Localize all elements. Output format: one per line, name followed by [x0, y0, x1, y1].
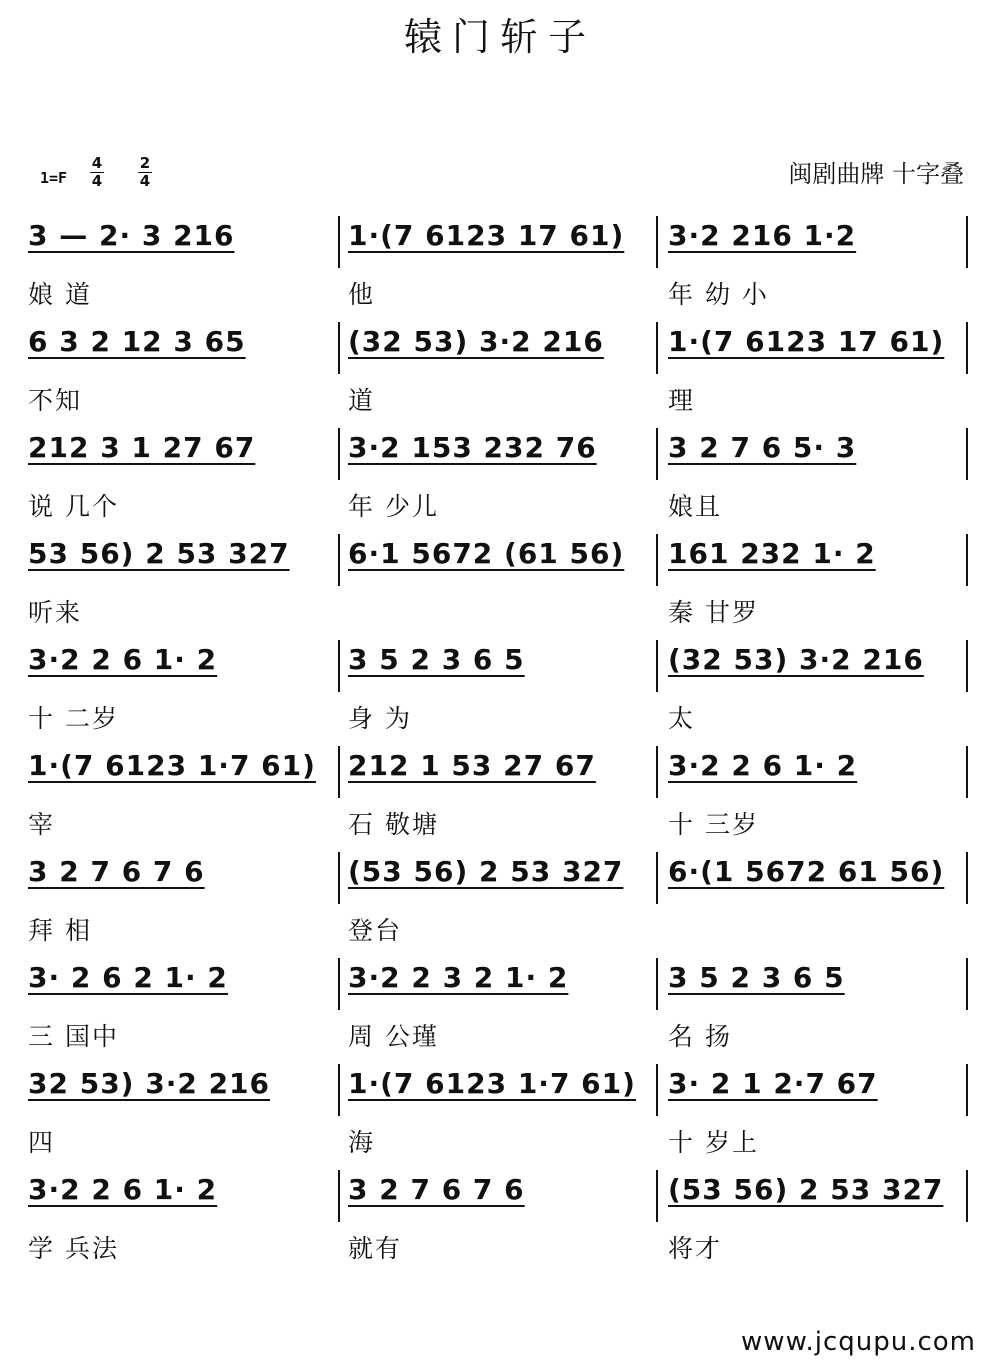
- bar-line: [966, 852, 968, 904]
- lyric-line: 周 公瑾: [348, 1022, 439, 1051]
- bar-line: [966, 216, 968, 268]
- lyric-line: 海: [348, 1128, 376, 1157]
- bar-line: [338, 746, 340, 798]
- measure: 6 3 2 12 3 65: [28, 325, 246, 358]
- lyric-line: 身 为: [348, 704, 412, 733]
- lyric-line: 道: [348, 386, 376, 415]
- bar-line: [338, 958, 340, 1010]
- bar-line: [656, 958, 658, 1010]
- bar-line: [338, 640, 340, 692]
- bar-line: [656, 852, 658, 904]
- lyric-line: 名 扬: [668, 1022, 732, 1051]
- measure: (53 56) 2 53 327: [668, 1173, 944, 1206]
- measure: 1·(7 6123 1·7 61): [348, 1067, 636, 1100]
- measure: 212 3 1 27 67: [28, 431, 256, 464]
- measure: 212 1 53 27 67: [348, 749, 596, 782]
- bar-line: [656, 1064, 658, 1116]
- measure: 161 232 1· 2: [668, 537, 876, 570]
- bar-line: [966, 534, 968, 586]
- lyric-row: [28, 600, 972, 646]
- measure: 6·(1 5672 61 56): [668, 855, 945, 888]
- measure: 3·2 2 6 1· 2: [28, 1173, 218, 1206]
- lyric-line: 太: [668, 704, 696, 733]
- notation-row: [28, 537, 972, 586]
- measure: (32 53) 3·2 216: [668, 643, 924, 676]
- measure: 3 2 7 6 5· 3: [668, 431, 857, 464]
- lyric-line: 十 三岁: [668, 810, 759, 839]
- lyric-line: 拜 相: [28, 916, 92, 945]
- measure: 1·(7 6123 1·7 61): [28, 749, 316, 782]
- lyric-row: [28, 494, 972, 540]
- measure: 3·2 2 3 2 1· 2: [348, 961, 569, 994]
- bar-line: [656, 640, 658, 692]
- lyric-line: 不知: [28, 386, 83, 415]
- measure: 3· 2 1 2·7 67: [668, 1067, 878, 1100]
- notation-row: [28, 1173, 972, 1222]
- bar-line: [966, 746, 968, 798]
- measure: 3 5 2 3 6 5: [668, 961, 845, 994]
- lyric-row: [28, 918, 972, 964]
- bar-line: [656, 534, 658, 586]
- notation-row: [28, 643, 972, 692]
- bar-line: [656, 1170, 658, 1222]
- lyric-line: 年 幼 小: [668, 280, 769, 309]
- measure: 32 53) 3·2 216: [28, 1067, 271, 1100]
- lyric-row: [28, 388, 972, 434]
- lyric-line: 娘且: [668, 492, 723, 521]
- bar-line: [656, 746, 658, 798]
- measure: 3·2 2 6 1· 2: [28, 643, 218, 676]
- notation-row: [28, 431, 972, 480]
- watermark-url: www.jcqupu.com: [741, 1327, 976, 1357]
- bar-line: [966, 428, 968, 480]
- bar-line: [338, 852, 340, 904]
- bar-line: [338, 534, 340, 586]
- measure: 3 5 2 3 6 5: [348, 643, 525, 676]
- bar-line: [656, 216, 658, 268]
- lyric-line: 理: [668, 386, 696, 415]
- lyric-row: [28, 1024, 972, 1070]
- measure: 3·2 216 1·2: [668, 219, 857, 252]
- bar-line: [338, 428, 340, 480]
- measure: 3·2 153 232 76: [348, 431, 597, 464]
- lyric-line: 秦 甘罗: [668, 598, 759, 627]
- bar-line: [338, 216, 340, 268]
- measure: 3 2 7 6 7 6: [28, 855, 205, 888]
- lyric-row: [28, 1236, 972, 1282]
- lyric-line: 十 二岁: [28, 704, 119, 733]
- measure: 6·1 5672 (61 56): [348, 537, 625, 570]
- lyric-line: 三 国中: [28, 1022, 119, 1051]
- bar-line: [656, 322, 658, 374]
- notation-row: [28, 1067, 972, 1116]
- bar-line: [966, 1064, 968, 1116]
- lyric-line: 就有: [348, 1234, 403, 1263]
- lyric-line: 十 岁上: [668, 1128, 759, 1157]
- lyric-line: 娘 道: [28, 280, 92, 309]
- lyric-line: 说 几个: [28, 492, 119, 521]
- measure: 53 56) 2 53 327: [28, 537, 290, 570]
- lyric-line: 听来: [28, 598, 83, 627]
- key-signature: 1=F: [40, 169, 68, 187]
- bar-line: [338, 1064, 340, 1116]
- notation-row: [28, 749, 972, 798]
- lyric-line: 石 敬塘: [348, 810, 439, 839]
- bar-line: [338, 1170, 340, 1222]
- lyric-line: 将才: [668, 1234, 723, 1263]
- measure: (32 53) 3·2 216: [348, 325, 604, 358]
- time-signature-2-4: 2 4: [139, 154, 151, 190]
- bar-line: [338, 322, 340, 374]
- lyric-row: [28, 706, 972, 752]
- lyric-line: 年 少儿: [348, 492, 439, 521]
- lyric-line: 四: [28, 1128, 56, 1157]
- bar-line: [966, 322, 968, 374]
- score-title: 辕门斩子: [403, 15, 596, 59]
- bar-line: [966, 640, 968, 692]
- lyric-line: 登台: [348, 916, 403, 945]
- notation-row: [28, 325, 972, 374]
- notation-row: [28, 961, 972, 1010]
- time-signature-4-4: 4 4: [91, 154, 103, 190]
- bar-line: [966, 958, 968, 1010]
- lyric-line: 宰: [28, 810, 56, 839]
- measure: 1·(7 6123 17 61): [348, 219, 625, 252]
- notation-row: [28, 219, 972, 268]
- lyric-row: [28, 1130, 972, 1176]
- lyric-line: 他: [348, 280, 376, 309]
- notation-row: [28, 855, 972, 904]
- measure: 3· 2 6 2 1· 2: [28, 961, 228, 994]
- measure: 3 — 2· 3 216: [28, 219, 235, 252]
- measure: 1·(7 6123 17 61): [668, 325, 945, 358]
- lyric-line: 学 兵法: [28, 1234, 119, 1263]
- bar-line: [966, 1170, 968, 1222]
- lyric-row: [28, 812, 972, 858]
- measure: 3 2 7 6 7 6: [348, 1173, 525, 1206]
- measure: 3·2 2 6 1· 2: [668, 749, 858, 782]
- bar-line: [656, 428, 658, 480]
- genre-label: 闽剧曲牌 十字叠: [788, 160, 964, 188]
- lyric-row: [28, 282, 972, 328]
- measure: (53 56) 2 53 327: [348, 855, 624, 888]
